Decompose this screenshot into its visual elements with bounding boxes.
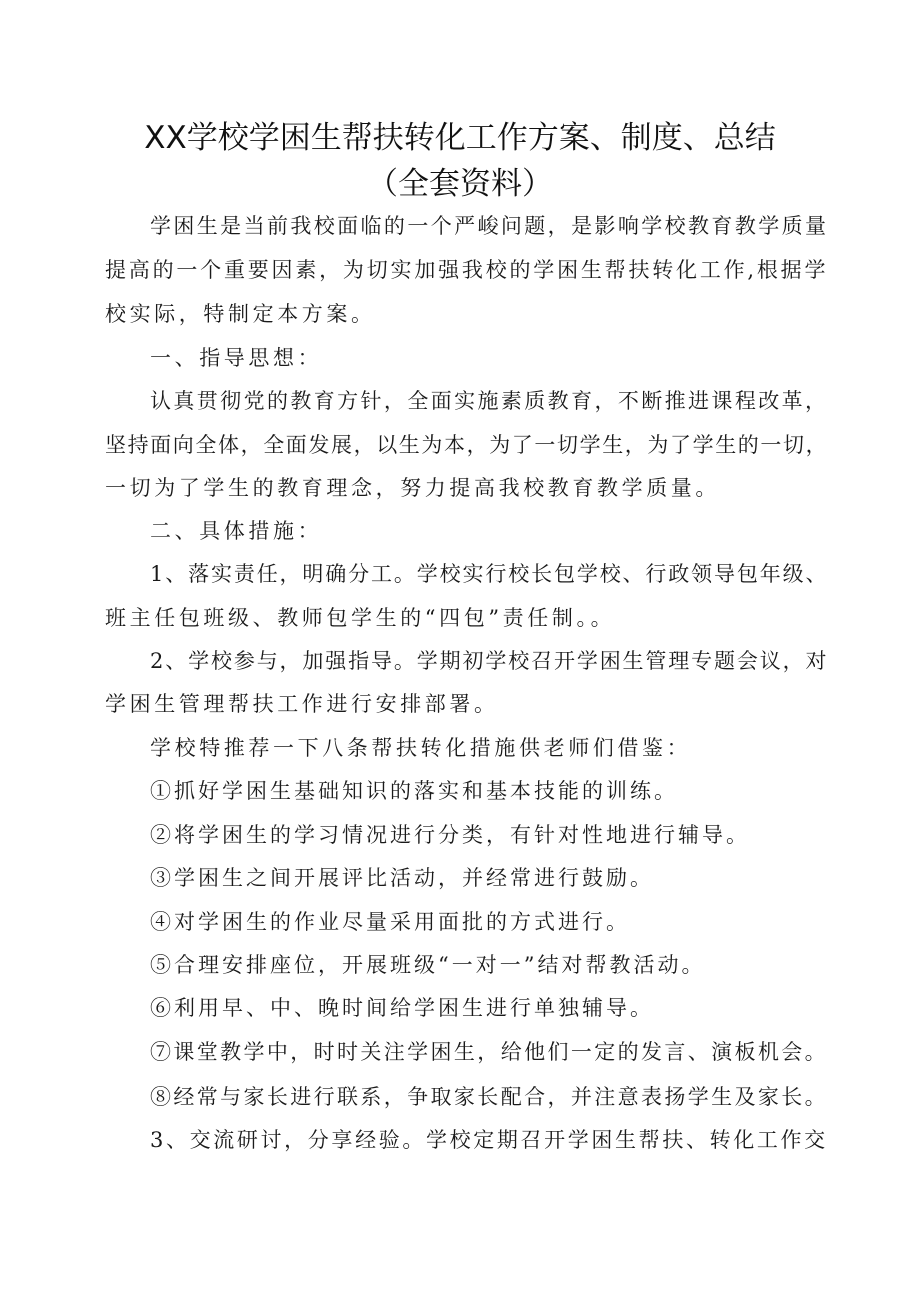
- section-heading: 二、具体措施：: [150, 519, 323, 543]
- section-heading: 一、指导思想：: [150, 346, 323, 370]
- measure-line: 2、学校参与，加强指导。学期初学校召开学困生管理专题会议，对: [150, 649, 829, 673]
- measure-line: 3、交流研讨，分享经验。学校定期召开学困生帮扶、转化工作交: [150, 1128, 828, 1152]
- list-item: ⑦课堂教学中，时时关注学困生，给他们一定的发言、演板机会。: [150, 1040, 828, 1064]
- list-item: ⑥利用早、中、晚时间给学困生进行单独辅导。: [150, 996, 654, 1020]
- list-item: ⑧经常与家长进行联系，争取家长配合，并注意表扬学生及家长。: [150, 1085, 828, 1109]
- document-title: XX学校学困生帮扶转化工作方案、制度、总结: [144, 120, 776, 156]
- intro-line: 学困生是当前我校面临的一个严峻问题，是影响学校教育教学质量: [150, 214, 829, 238]
- list-item: ⑤合理安排座位，开展班级“一对一”结对帮教活动。: [150, 953, 706, 977]
- body-line: 认真贯彻党的教育方针，全面实施素质教育，不断推进课程改革，: [150, 389, 829, 413]
- intro-line: 提高的一个重要因素，为切实加强我校的学困生帮扶转化工作,根据学: [105, 258, 829, 282]
- body-line: 一切为了学生的教育理念，努力提高我校教育教学质量。: [105, 476, 720, 500]
- recommend-intro: 学校特推荐一下八条帮扶转化措施供老师们借鉴：: [150, 736, 692, 760]
- document-subtitle: （全套资料）: [367, 166, 553, 202]
- list-item: ②将学困生的学习情况进行分类，有针对性地进行辅导。: [150, 823, 750, 847]
- intro-line: 校实际，特制定本方案。: [105, 302, 376, 326]
- list-item: ④对学困生的作业尽量采用面批的方式进行。: [150, 910, 630, 934]
- list-item: ③学困生之间开展评比活动，并经常进行鼓励。: [150, 866, 654, 890]
- measure-line: 1、落实责任，明确分工。学校实行校长包学校、行政领导包年级、: [150, 562, 829, 586]
- measure-line: 班主任包班级、教师包学生的“四包”责任制。。: [105, 606, 616, 630]
- measure-line: 学困生管理帮扶工作进行安排部署。: [105, 692, 499, 716]
- list-item: ①抓好学困生基础知识的落实和基本技能的训练。: [150, 779, 678, 803]
- body-line: 坚持面向全体，全面发展，以生为本，为了一切学生，为了学生的一切，: [105, 433, 829, 457]
